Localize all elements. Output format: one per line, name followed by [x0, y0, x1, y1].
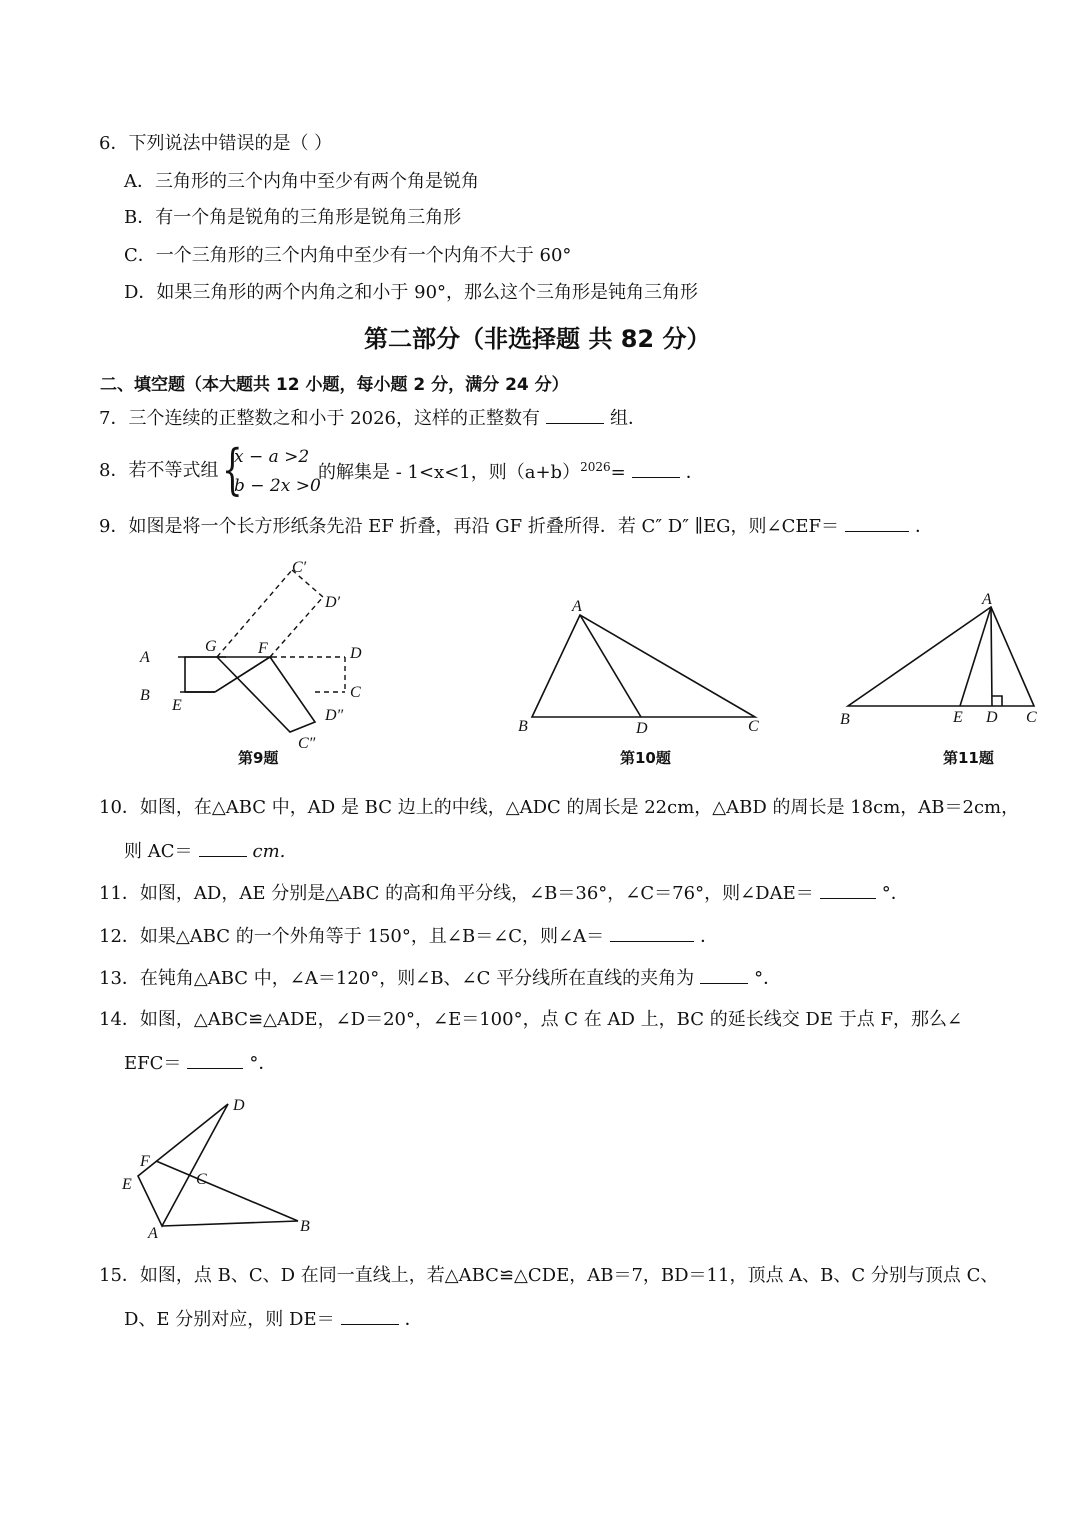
- q11-answer-blank[interactable]: [820, 882, 876, 899]
- fig9-caption: 第9题: [238, 749, 279, 767]
- fig11-label-e: E: [953, 709, 963, 726]
- fig9-label-e: E: [172, 697, 182, 714]
- fig11-label-b: B: [840, 711, 850, 728]
- q13-answer-blank[interactable]: [700, 967, 748, 984]
- q15-line2b: ．: [404, 1309, 423, 1330]
- fig14-label-b: B: [300, 1218, 310, 1235]
- fig11-label-c: C: [1026, 709, 1037, 726]
- fig11-label-d: D: [986, 709, 998, 726]
- q9-end: ．: [914, 516, 933, 537]
- q12-answer-blank[interactable]: [610, 925, 694, 942]
- section2-header: 二、填空题（本大题共 12 小题，每小题 2 分，满分 24 分）: [100, 375, 569, 395]
- q11-text: 11．如图，AD，AE 分别是△ABC 的高和角平分线，∠B＝36°，∠C＝76°，则∠DAE＝: [99, 883, 814, 904]
- fig14-label-c: C: [196, 1171, 207, 1188]
- q10-line1: 10．如图，在△ABC 中，AD 是 BC 边上的中线，△ADC 的周长是 22cm，△ABD 的周长是 18cm，AB＝2cm，: [99, 797, 1020, 818]
- fig9-label-d: D: [350, 645, 362, 662]
- fig9-label-c-double-prime: C″: [298, 735, 316, 752]
- q9-text: 9．如图是将一个长方形纸条先沿 EF 折叠，再沿 GF 折叠所得．若 C″ D″ ∥EG，则∠CEF＝: [99, 516, 839, 537]
- part2-title: 第二部分（非选择题 共 82 分）: [364, 325, 711, 353]
- q8-ineq2: b − 2x >0: [234, 476, 321, 496]
- fig9-label-b: B: [140, 687, 150, 704]
- q6-option-c: C．一个三角形的三个内角中至少有一个内角不大于 60°: [124, 245, 572, 266]
- q8-mid: 的解集是 - 1<x<1，则（a+b）: [318, 462, 581, 483]
- q11-line: [99, 882, 909, 905]
- figure-14: [110, 1090, 330, 1240]
- q10-line2a: 则 AC＝: [124, 841, 193, 862]
- fig9-dash-gc: [217, 570, 292, 657]
- fig9-label-a: A: [140, 649, 150, 666]
- fig9-label-c: C: [350, 684, 361, 701]
- fig10-label-a: A: [572, 598, 582, 615]
- q14-line2: [124, 1052, 276, 1075]
- q13-line: [99, 967, 781, 990]
- q12-end: ．: [700, 926, 719, 947]
- q13-text: 13．在钝角△ABC 中，∠A＝120°，则∠B、∠C 平分线所在直线的夹角为: [99, 968, 695, 989]
- q8-answer-blank[interactable]: [632, 461, 680, 478]
- fig9-label-f: F: [258, 640, 268, 657]
- q15-line1: 15．如图，点 B、C、D 在同一直线上，若△ABC≌△CDE，AB＝7，BD＝11，顶点 A、B、C 分别与顶点 C、: [99, 1265, 999, 1286]
- fig11-caption: 第11题: [943, 749, 994, 767]
- q12-line: [99, 925, 718, 948]
- q8-eq: =: [610, 462, 626, 483]
- q6-option-d: D．如果三角形的两个内角之和小于 90°，那么这个三角形是钝角三角形: [124, 282, 699, 303]
- q12-text: 12．如果△ABC 的一个外角等于 150°，且∠B＝∠C，则∠A＝: [99, 926, 605, 947]
- fig9-label-g: G: [205, 638, 217, 655]
- q14-answer-blank[interactable]: [187, 1052, 243, 1069]
- q7-answer-blank[interactable]: [546, 407, 604, 424]
- q9-answer-blank[interactable]: [845, 515, 909, 532]
- q6-option-b: B．有一个角是锐角的三角形是锐角三角形: [124, 207, 462, 228]
- fig10-label-c: C: [748, 718, 759, 735]
- q8-rest: [318, 460, 704, 484]
- q15-line2a: D、E 分别对应，则 DE＝: [124, 1309, 335, 1330]
- q10-line2b: cm.: [252, 841, 286, 862]
- q8-end: ．: [685, 462, 704, 483]
- q15-line2: [124, 1308, 423, 1331]
- fig9-label-d-double-prime: D″: [325, 707, 344, 724]
- q10-answer-blank[interactable]: [199, 840, 247, 857]
- fig14-label-f: F: [140, 1153, 150, 1170]
- q8-prefix: 8．若不等式组: [99, 460, 219, 481]
- q7-line: [99, 407, 646, 430]
- q6-option-a: A．三角形的三个内角中至少有两个角是锐角: [124, 171, 479, 192]
- fig14-label-d: D: [233, 1097, 245, 1114]
- q10-line2: [124, 840, 285, 863]
- figure-9: [120, 550, 380, 775]
- q15-answer-blank[interactable]: [341, 1308, 399, 1325]
- q13-end: °．: [754, 968, 782, 989]
- fig9-label-d-prime: D′: [325, 594, 341, 611]
- q9-line: [99, 515, 933, 538]
- q11-end: °．: [881, 883, 909, 904]
- figure-11: [830, 585, 1060, 775]
- q8-ineq1: x − a >2: [234, 447, 310, 467]
- q6-stem: 6．下列说法中错误的是（ ）: [99, 133, 333, 154]
- q8-brace-icon: {: [222, 438, 243, 501]
- fig14-label-a: A: [148, 1225, 158, 1240]
- fig9-fold-outline: [215, 657, 315, 732]
- figure-10: [510, 590, 780, 775]
- q7-text: 7．三个连续的正整数之和小于 2026，这样的正整数有: [99, 408, 540, 429]
- fig14-label-e: E: [122, 1176, 132, 1193]
- q8-exp: 2026: [580, 460, 611, 474]
- q7-after: 组．: [609, 408, 646, 429]
- q14-line1: 14．如图，△ABC≌△ADE，∠D＝20°，∠E＝100°，点 C 在 AD 上，BC 的延长线交 DE 于点 F，那么∠: [99, 1009, 963, 1030]
- fig10-label-d: D: [636, 720, 648, 737]
- fig10-caption: 第10题: [620, 749, 671, 767]
- q14-line2b: °．: [249, 1053, 277, 1074]
- q14-line2a: EFC＝: [124, 1053, 182, 1074]
- fig11-label-a: A: [982, 591, 992, 608]
- fig10-label-b: B: [518, 718, 528, 735]
- fig9-label-c-prime: C′: [292, 559, 307, 576]
- fig9-strip-left: [185, 657, 226, 692]
